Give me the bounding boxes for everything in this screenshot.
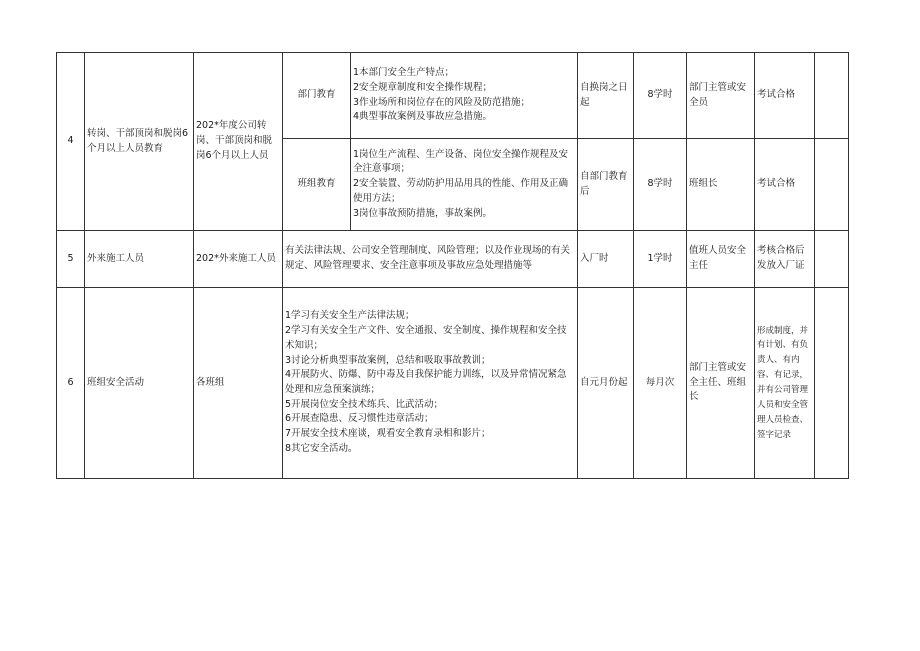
row-number: 4: [57, 53, 85, 231]
content-line: 3岗位事故预防措施，事故案例。: [353, 207, 493, 219]
training-scope: 202*外来施工人员: [194, 231, 283, 288]
content-line: 5开展岗位安全技术练兵、比武活动；: [285, 398, 444, 410]
education-type: 班组教育: [283, 139, 351, 231]
training-time: 入厂时: [578, 231, 634, 288]
responsible-person: 班组长: [687, 139, 755, 231]
remark-cell: [815, 288, 849, 479]
training-time: 自元月份起: [578, 288, 634, 479]
table-row: [57, 288, 849, 479]
content-line: 2学习有关安全生产文件、安全通报、安全制度、操作规程和安全技术知识；: [285, 325, 567, 351]
responsible-person: 部门主管或安全员: [687, 53, 755, 139]
training-scope: 各班组: [194, 288, 283, 479]
training-target: 外来施工人员: [85, 231, 194, 288]
training-target: 转岗、干部顶岗和脱岗6个月以上人员教育: [85, 53, 194, 231]
content-line: 1本部门安全生产特点；: [353, 67, 455, 79]
content-line: 2安全装置、劳动防护用品用具的性能、作用及正确使用方法；: [353, 178, 569, 204]
content-line: 3讨论分析典型事故案例，总结和吸取事故教训；: [285, 354, 491, 366]
training-time: 自部门教育后: [578, 139, 634, 231]
training-content: [351, 53, 578, 139]
content-line: 1岗位生产流程、生产设备、岗位安全操作规程及安全注意事项；: [353, 148, 569, 175]
row-number: 6: [57, 288, 85, 479]
content-line: 8其它安全活动。: [285, 442, 358, 454]
assessment-method: 考核合格后发放入厂证: [755, 231, 815, 288]
assessment-method: 考试合格: [755, 53, 815, 139]
training-hours: 每月次: [634, 288, 687, 479]
remark-cell: [815, 231, 849, 288]
content-line: 4典型事故案例及事故应急措施。: [353, 111, 493, 123]
training-hours: 1学时: [634, 231, 687, 288]
responsible-person: 值班人员安全主任: [687, 231, 755, 288]
content-line: 7开展安全技术座谈，观看安全教育录相和影片；: [285, 428, 491, 440]
table-row: [57, 53, 849, 139]
remark-cell: [815, 139, 849, 231]
row-number: 5: [57, 231, 85, 288]
assessment-method: 形成制度，并有计划、有负责人、有内容、有记录，并有公司管理人员和安全管理人员检查、签字记录: [755, 288, 815, 479]
training-content: [283, 288, 578, 479]
training-hours: 8学时: [634, 139, 687, 231]
training-scope: 202*年度公司转岗、干部顶岗和脱岗6个月以上人员: [194, 53, 283, 231]
training-hours: 8学时: [634, 53, 687, 139]
content-line: 1学习有关安全生产法律法规；: [285, 310, 415, 322]
responsible-person: 部门主管或安全主任、班组长: [687, 288, 755, 479]
content-line: 3作业场所和岗位存在的风险及防范措施；: [353, 96, 531, 108]
assessment-method: 考试合格: [755, 139, 815, 231]
education-type: 部门教育: [283, 53, 351, 139]
training-target: 班组安全活动: [85, 288, 194, 479]
training-content: [351, 139, 578, 231]
table-row: [57, 231, 849, 288]
content-line: 4开展防火、防爆、防中毒及自我保护能力训练，以及异常情况紧急处理和应急预案演练；: [285, 369, 567, 395]
content-line: 2安全规章制度和安全操作规程；: [353, 81, 493, 93]
content-line: 6开展查隐患、反习惯性违章活动；: [285, 413, 434, 425]
training-time: 自换岗之日起: [578, 53, 634, 139]
remark-cell: [815, 53, 849, 139]
training-content: 有关法律法规、公司安全管理制度、风险管理；以及作业现场的有关规定、风险管理要求、安全注意事项及事故应急处理措施等: [283, 231, 578, 288]
safety-training-table: [56, 52, 849, 479]
